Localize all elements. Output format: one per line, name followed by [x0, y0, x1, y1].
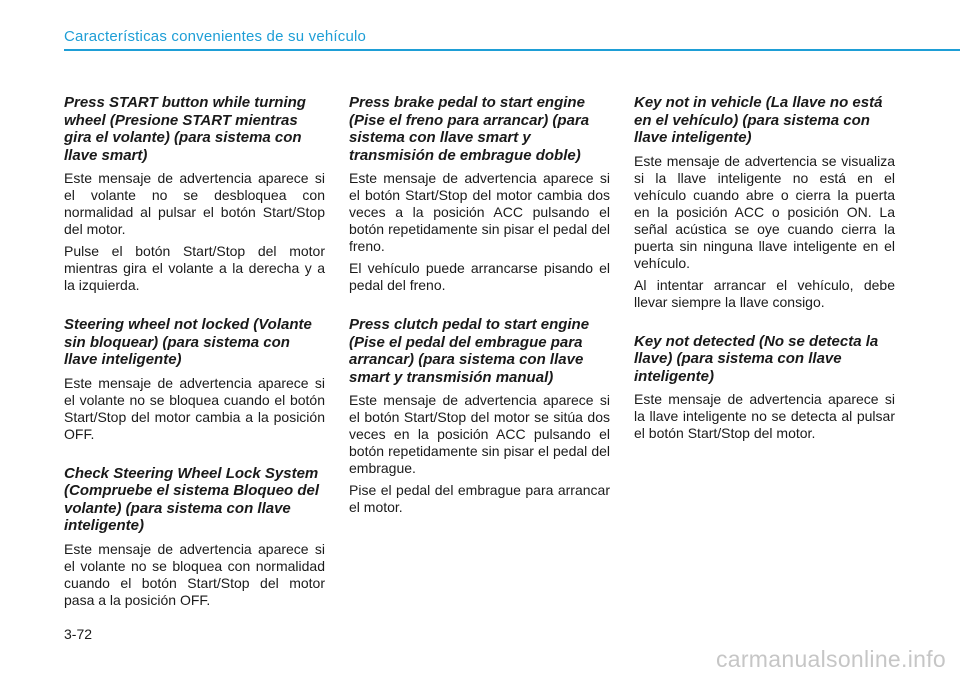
section-heading: Press clutch pedal to start engine (Pise el pedal del embrague para arrancar) (para sistema con llave smart y transmisión manual)	[349, 316, 590, 386]
section-heading: Key not detected (No se detecta la llave) (para sistema con llave inteligente)	[634, 332, 879, 385]
section-paragraph: Este mensaje de advertencia aparece si el botón Start/Stop del motor cambia dos veces a la posición ACC pulsando el botón repetidamente sin pisar el pedal del freno.	[349, 170, 610, 254]
section-paragraph: Este mensaje de advertencia aparece si el volante no se desbloquea con normalidad al pulsar el botón Start/Stop del motor.	[64, 170, 325, 237]
section-heading: Press START button while turning wheel (Presione START mientras gira el volante) (para sistema con llave smart)	[64, 94, 306, 164]
section-paragraph: Este mensaje de advertencia se visualiza si la llave inteligente no está en el vehículo cuando abre o cierra la puerta en la posición ACC o posición ON. La señal acústica se oye cuando cierra la puerta sin ninguna llave inteligente en el vehículo.	[634, 152, 895, 271]
column-3	[634, 94, 895, 464]
header-rule	[64, 49, 960, 51]
section-paragraph: Pise el pedal del embrague para arrancar el motor.	[349, 482, 610, 515]
watermark: carmanualsonline.info	[715, 646, 946, 672]
section-heading: Press brake pedal to start engine (Pise el freno para arrancar) (para sistema con llave smart y transmisión de embrague doble)	[349, 94, 590, 164]
section-paragraph: Al intentar arrancar el vehículo, debe llevar siempre la llave consigo.	[634, 276, 895, 310]
section-key-not-detected	[634, 333, 895, 443]
column-1	[64, 94, 325, 631]
section-key-not-in-vehicle	[634, 94, 895, 311]
section-press-clutch-pedal	[349, 316, 610, 516]
section-paragraph: El vehículo puede arrancarse pisando el pedal del freno.	[349, 260, 610, 293]
section-paragraph: Este mensaje de advertencia aparece si el volante no se bloquea cuando el botón Start/Stop del motor cambia a la posición OFF.	[64, 374, 325, 442]
chapter-title: Características convenientes de su vehículo	[64, 28, 367, 45]
page-header	[0, 0, 960, 56]
section-paragraph: Este mensaje de advertencia aparece si la llave inteligente no se detecta al pulsar el botón Start/Stop del motor.	[634, 391, 895, 441]
section-heading: Steering wheel not locked (Volante sin bloquear) (para sistema con llave inteligente)	[64, 316, 312, 368]
section-check-steering-wheel-lock	[64, 465, 325, 609]
section-paragraph: Este mensaje de advertencia aparece si el volante no se bloquea con normalidad cuando el botón Start/Stop del motor pasa a la posición OFF.	[64, 540, 325, 608]
section-press-brake-pedal	[349, 94, 610, 294]
page-number: 3-72	[64, 626, 93, 642]
section-paragraph: Este mensaje de advertencia aparece si el botón Start/Stop del motor se sitúa dos veces en la posición ACC pulsando el botón repetidamente sin pisar el pedal del embrague.	[349, 392, 610, 476]
section-heading: Key not in vehicle (La llave no está en el vehículo) (para sistema con llave inteligente)	[634, 94, 883, 146]
section-press-start-button	[64, 94, 325, 294]
section-heading: Check Steering Wheel Lock System (Compruebe el sistema Bloqueo del volante) (para sistema con llave inteligente)	[64, 464, 320, 534]
section-paragraph: Pulse el botón Start/Stop del motor mientras gira el volante a la derecha y a la izquierda.	[64, 243, 325, 293]
section-steering-wheel-not-locked	[64, 316, 325, 443]
column-2	[349, 94, 610, 538]
